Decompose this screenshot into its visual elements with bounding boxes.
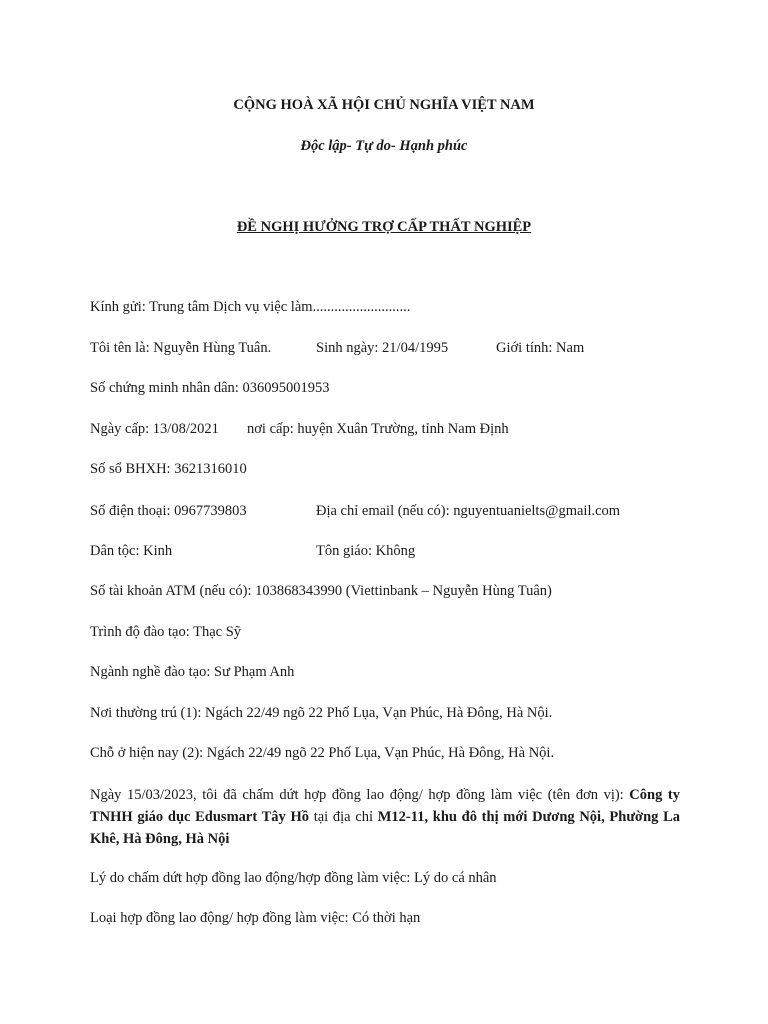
birthdate-field: Sinh ngày: 21/04/1995: [316, 340, 449, 356]
contract-type-line: Loại hợp đồng lao động/ hợp đồng làm việc: Có thời hạn: [90, 910, 421, 926]
bank-account-line: Số tài khoản ATM (nếu có): 103868343990 (Viettinbank – Nguyễn Hùng Tuân): [90, 583, 552, 599]
contact-line: [90, 503, 620, 520]
issue-line: [90, 421, 509, 438]
issue-date-field: Ngày cấp: 13/08/2021: [90, 421, 219, 437]
company-address: M12-11, khu đô thị mới Dương Nội, Phường La Khê, Hà Đông, Hà Nội: [90, 809, 680, 847]
current-address-line: Chỗ ở hiện nay (2): Ngách 22/49 ngõ 22 Phố Lụa, Vạn Phúc, Hà Đông, Hà Nội.: [90, 745, 555, 761]
termination-reason-line: Lý do chấm dứt hợp đồng lao động/hợp đồng làm việc: Lý do cá nhân: [90, 870, 497, 886]
ethnicity-field: Dân tộc: Kinh: [90, 543, 173, 559]
email-field: Địa chỉ email (nếu có): nguyentuanielts@gmail.com: [316, 503, 621, 519]
permanent-address-line: Nơi thường trú (1): Ngách 22/49 ngõ 22 Phố Lụa, Vạn Phúc, Hà Đông, Hà Nội.: [90, 705, 553, 721]
motto: Độc lập- Tự do- Hạnh phúc: [300, 138, 468, 154]
address-connector: tại địa chỉ: [309, 809, 378, 825]
company-name: Công ty TNHH giáo dục Edusmart Tây Hồ: [90, 787, 680, 825]
name-field: Tôi tên là: Nguyễn Hùng Tuân.: [90, 340, 272, 356]
social-insurance-line: Số sổ BHXH: 3621316010: [90, 461, 247, 477]
ethnicity-religion-line: [90, 543, 415, 560]
religion-field: Tôn giáo: Không: [316, 543, 416, 559]
phone-field: Số điện thoại: 0967739803: [90, 503, 247, 519]
recipient-line: Kính gửi: Trung tâm Dịch vụ việc làm...........................: [90, 299, 411, 315]
termination-paragraph: [90, 784, 680, 850]
document-title: ĐỀ NGHỊ HƯỞNG TRỢ CẤP THẤT NGHIỆP: [236, 219, 532, 235]
termination-intro: Ngày 15/03/2023, tôi đã chấm dứt hợp đồng lao động/ hợp đồng làm việc (tên đơn vị):: [90, 787, 630, 803]
major-line: Ngành nghề đào tạo: Sư Phạm Anh: [90, 664, 295, 680]
education-line: Trình độ đào tạo: Thạc Sỹ: [90, 624, 242, 640]
gender-field: Giới tính: Nam: [496, 340, 585, 356]
id-number-line: Số chứng minh nhân dân: 036095001953: [90, 380, 330, 396]
personal-info-line: [90, 340, 584, 357]
issue-place-field: nơi cấp: huyện Xuân Trường, tỉnh Nam Định: [247, 421, 509, 437]
national-title: CỘNG HOÀ XÃ HỘI CHỦ NGHĨA VIỆT NAM: [233, 97, 535, 113]
